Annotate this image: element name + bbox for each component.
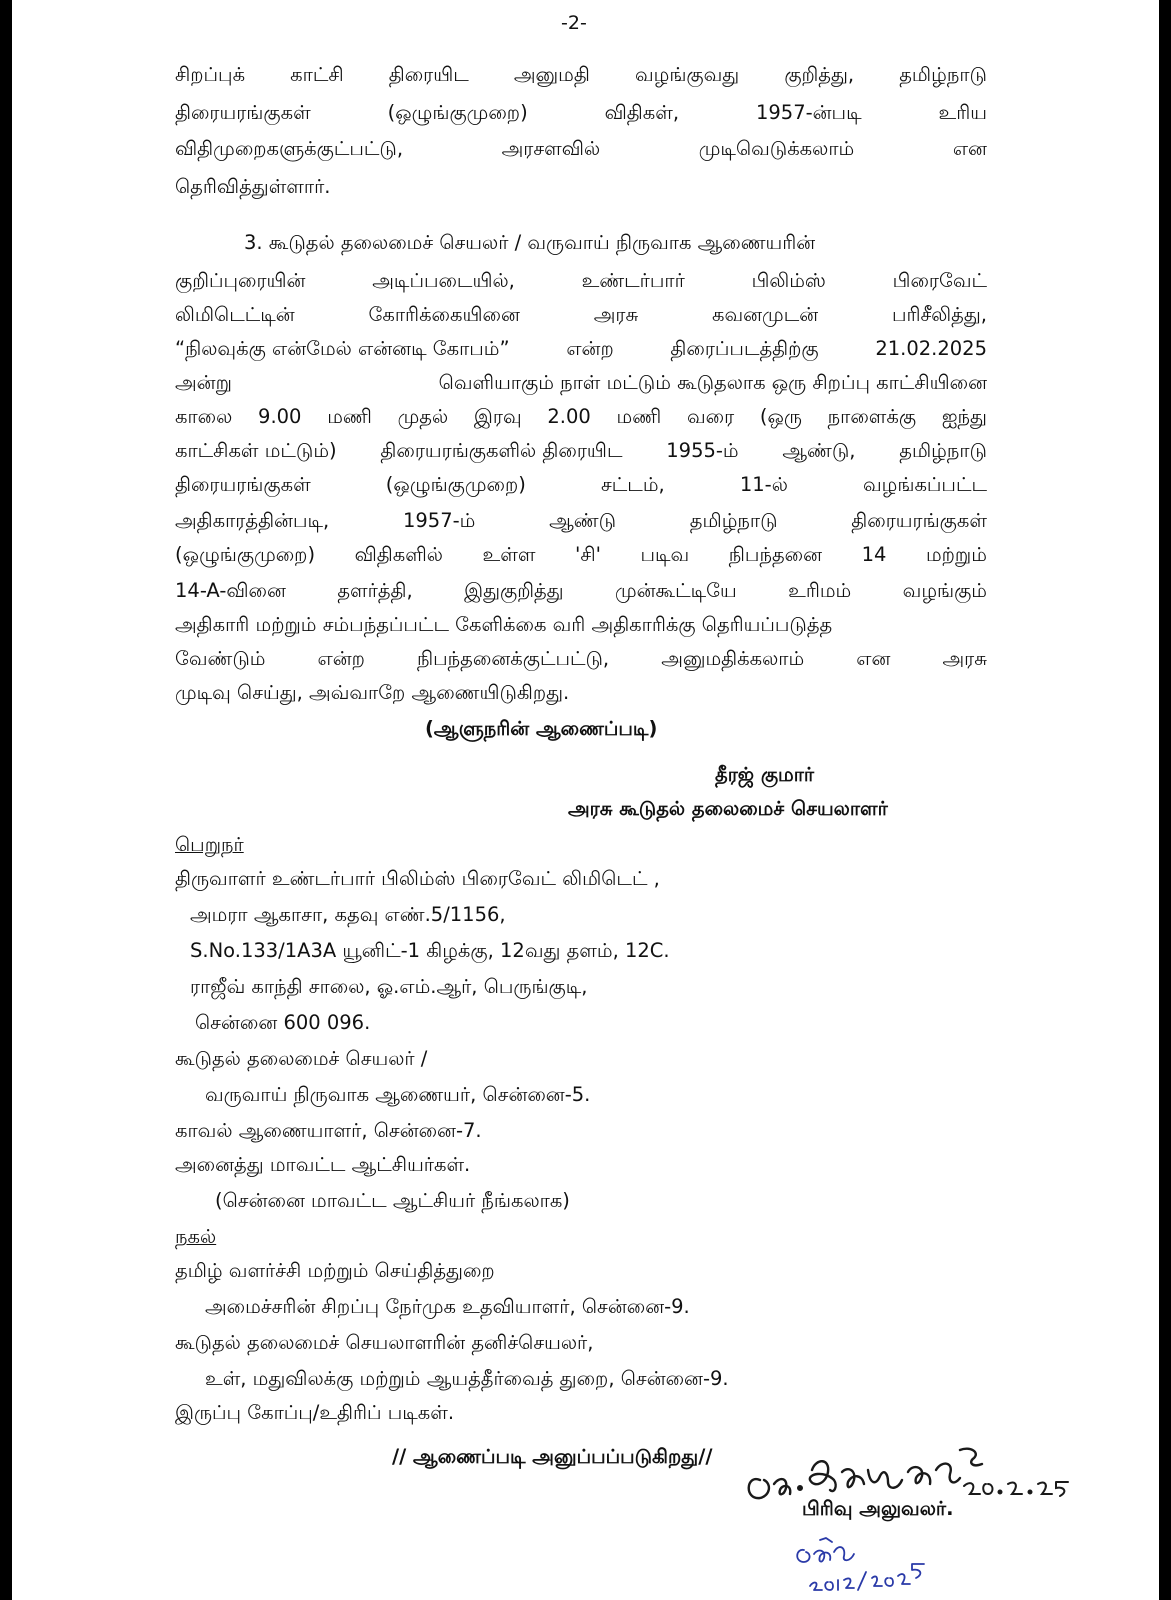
word: நிபந்தனைக்குட்பட்டு,: [417, 647, 610, 670]
para3-line: [175, 268, 987, 294]
word: அதிகாரி மற்றும் சம்பந்தப்பட்ட கேளிக்கை வரி அதிகாரிக்கு தெரியப்படுத்த: [175, 613, 833, 636]
word: என: [856, 647, 891, 670]
para3-line: [175, 302, 987, 328]
release-date: 21.02.2025: [875, 337, 987, 360]
initial-mark-image: [790, 1534, 930, 1596]
copy-spare: இருப்பு கோப்பு/உதிரிப் படிகள்.: [175, 1401, 455, 1424]
word: என்ற: [317, 647, 365, 670]
word: தமிழ்நாடு: [689, 509, 778, 532]
word: திரையரங்குகள்: [175, 101, 311, 124]
word: ஆண்டு: [549, 509, 617, 532]
word: திரைப்படத்திற்கு: [670, 337, 819, 360]
word: 9.00: [258, 405, 302, 428]
word: அரசளவில்: [501, 137, 601, 160]
word: திரையிட: [388, 63, 469, 86]
recipient-address-line: S.No.133/1A3A யூனிட்-1 கிழக்கு, 12வது தளம், 12C.: [190, 939, 670, 962]
film-title: “நிலவுக்கு என்மேல் என்னடி கோபம்”: [175, 337, 510, 360]
word: மணி: [327, 405, 372, 428]
word: குறிப்புரையின்: [175, 269, 306, 292]
word: என: [952, 137, 987, 160]
word: தளர்த்தி,: [337, 579, 413, 602]
word: வழங்கும்: [902, 579, 987, 602]
word: நாளைக்கு: [827, 405, 917, 428]
word: திரையரங்குகள்: [175, 473, 311, 496]
word: விதிமுறைகளுக்குட்பட்டு,: [175, 137, 404, 160]
section-officer: பிரிவு அலுவலர்.: [802, 1497, 954, 1520]
signature-date: 20.2.25: [970, 1500, 974, 1501]
word: உரிய: [938, 101, 987, 124]
signature-image: [738, 1440, 1078, 1536]
para3-line: [175, 370, 987, 396]
word: கவனமுடன்: [712, 303, 819, 326]
word: லிமிடெட்டின்: [175, 303, 295, 326]
word: சிறப்புக்: [175, 63, 246, 86]
word: 2.00: [547, 405, 591, 428]
para3-first-line: 3. கூடுதல் தலைமைச் செயலர் / வருவாய் நிருவாக ஆணையரின்: [244, 231, 816, 254]
word: முடிவெடுக்கலாம்: [698, 137, 855, 160]
word: 'சி': [574, 543, 601, 566]
word: தமிழ்நாடு: [899, 439, 987, 462]
word: கோரிக்கையினை: [368, 303, 520, 326]
para3-last-line: முடிவு செய்து, அவ்வாறே ஆணையிடுகிறது.: [175, 681, 570, 704]
left-black-border: [0, 0, 12, 1600]
recipient-collectors: அனைத்து மாவட்ட ஆட்சியர்கள்.: [175, 1153, 471, 1176]
word: அனுமதி: [513, 63, 590, 86]
recipient-secretary: கூடுதல் தலைமைச் செயலர் /: [175, 1047, 428, 1070]
word: முதல்: [397, 405, 449, 428]
recipient-address-line: ராஜீவ் காந்தி சாலை, ஓ.எம்.ஆர், பெருங்குடி,: [190, 975, 588, 998]
copy-private-secretary: கூடுதல் தலைமைச் செயலாளரின் தனிச்செயலர்,: [175, 1331, 594, 1354]
word: அனுமதிக்கலாம்: [661, 647, 805, 670]
word: பிரைவேட்: [892, 269, 987, 292]
recipient-police: காவல் ஆணையாளர், சென்னை-7.: [175, 1119, 482, 1142]
word: இதுகுறித்து: [464, 579, 564, 602]
word: உண்டர்பார்: [581, 269, 685, 292]
word: வழங்குவது: [634, 63, 740, 86]
para3-line: [175, 404, 987, 430]
recipient-secretary-line2: வருவாய் நிருவாக ஆணையர், சென்னை-5.: [205, 1083, 591, 1106]
recipient-company: திருவாளர் உண்டர்பார் பிலிம்ஸ் பிரைவேட் லிமிடெட் ,: [175, 867, 660, 890]
word: காட்சிகள் மட்டும்): [175, 439, 337, 462]
word: மற்றும்: [925, 543, 987, 566]
word: விதிகளில்: [354, 543, 443, 566]
word: காலை: [175, 405, 233, 428]
initial-date: 20/2/2025: [810, 1590, 816, 1591]
word: 11-ல்: [739, 473, 788, 496]
recipient-address-line: சென்னை 600 096.: [195, 1011, 371, 1034]
word: (ஒரு: [759, 405, 802, 428]
para3-line: [175, 646, 987, 672]
word: முன்கூட்டியே: [615, 579, 737, 602]
order-line: (ஆளுநரின் ஆணைப்படி): [425, 717, 658, 740]
word: 14-A-வினை: [175, 579, 286, 602]
word: உரிமம்: [788, 579, 852, 602]
para3-line: [175, 612, 987, 638]
word: வழங்கப்பட்ட: [863, 473, 987, 496]
recipient-address-line: அமரா ஆகாசா, கதவு எண்.5/1156,: [190, 903, 506, 926]
para3-line: [175, 472, 987, 498]
word: 14: [861, 543, 887, 566]
para3-line: [175, 508, 987, 534]
word: பிலிம்ஸ்: [751, 269, 826, 292]
word: அதிகாரத்தின்படி,: [175, 509, 330, 532]
word: (ஒழுங்குமுறை): [387, 101, 528, 124]
word: காட்சி: [290, 63, 344, 86]
document-page: [12, 0, 1159, 1600]
para3-line: [175, 578, 987, 604]
word: வெளியாகும் நாள் மட்டும் கூடுதலாக ஒரு சிறப்பு காட்சியினை: [438, 371, 987, 394]
word: நிபந்தனை: [728, 543, 823, 566]
copy-private-secretary-line2: உள், மதுவிலக்கு மற்றும் ஆயத்தீர்வைத் துறை, சென்னை-9.: [205, 1367, 729, 1390]
word: திரையரங்குகள்: [851, 509, 987, 532]
word: குறித்து,: [784, 63, 855, 86]
signatory-title: அரசு கூடுதல் தலைமைச் செயலாளர்: [568, 797, 888, 820]
forwarded-line: // ஆணைப்படி அனுப்பப்படுகிறது//: [392, 1445, 713, 1468]
word: 1957-ம்: [402, 509, 476, 532]
word: படிவ: [640, 543, 690, 566]
word: திரையரங்குகளில் திரையிட: [380, 439, 623, 462]
word: (ஒழுங்குமுறை): [175, 543, 316, 566]
word: மணி: [616, 405, 662, 428]
word: ஆண்டு,: [782, 439, 856, 462]
intro-line-3: [175, 136, 987, 162]
word: 1955-ம்: [666, 439, 739, 462]
word: அரசு: [942, 647, 987, 670]
recipients-heading: பெறுநர்: [175, 833, 244, 856]
word: உள்ள: [482, 543, 536, 566]
word: அரசு: [593, 303, 639, 326]
word: என்ற: [566, 337, 614, 360]
word: இரவு: [473, 405, 522, 428]
signatory-name: தீரஜ் குமார்: [715, 763, 815, 786]
word: வேண்டும்: [175, 647, 266, 670]
para3-line: [175, 542, 987, 568]
word: சட்டம்,: [600, 473, 665, 496]
para3-line: [175, 438, 987, 464]
word: 1957-ன்படி: [755, 101, 862, 124]
word: தமிழ்நாடு: [899, 63, 987, 86]
word: (ஒழுங்குமுறை): [385, 473, 526, 496]
word: பரிசீலித்து,: [891, 303, 987, 326]
word: ஐந்து: [941, 405, 987, 428]
copy-dept-line2: அமைச்சரின் சிறப்பு நேர்முக உதவியாளர், சென்னை-9.: [205, 1295, 690, 1318]
word: விதிகள்,: [604, 101, 680, 124]
right-black-border: [1159, 0, 1171, 1600]
word: வரை: [686, 405, 735, 428]
word: அன்று: [175, 371, 232, 394]
copy-heading: நகல்: [175, 1225, 217, 1248]
recipient-collectors-note: (சென்னை மாவட்ட ஆட்சியர் நீங்கலாக): [215, 1189, 570, 1212]
intro-line-1: [175, 62, 987, 88]
page-number: -2-: [561, 12, 587, 34]
copy-dept: தமிழ் வளர்ச்சி மற்றும் செய்தித்துறை: [175, 1259, 495, 1282]
word: அடிப்படையில்,: [372, 269, 515, 292]
intro-last-line: தெரிவித்துள்ளார்.: [175, 175, 331, 198]
para3-line: [175, 336, 987, 362]
intro-line-2: [175, 100, 987, 126]
